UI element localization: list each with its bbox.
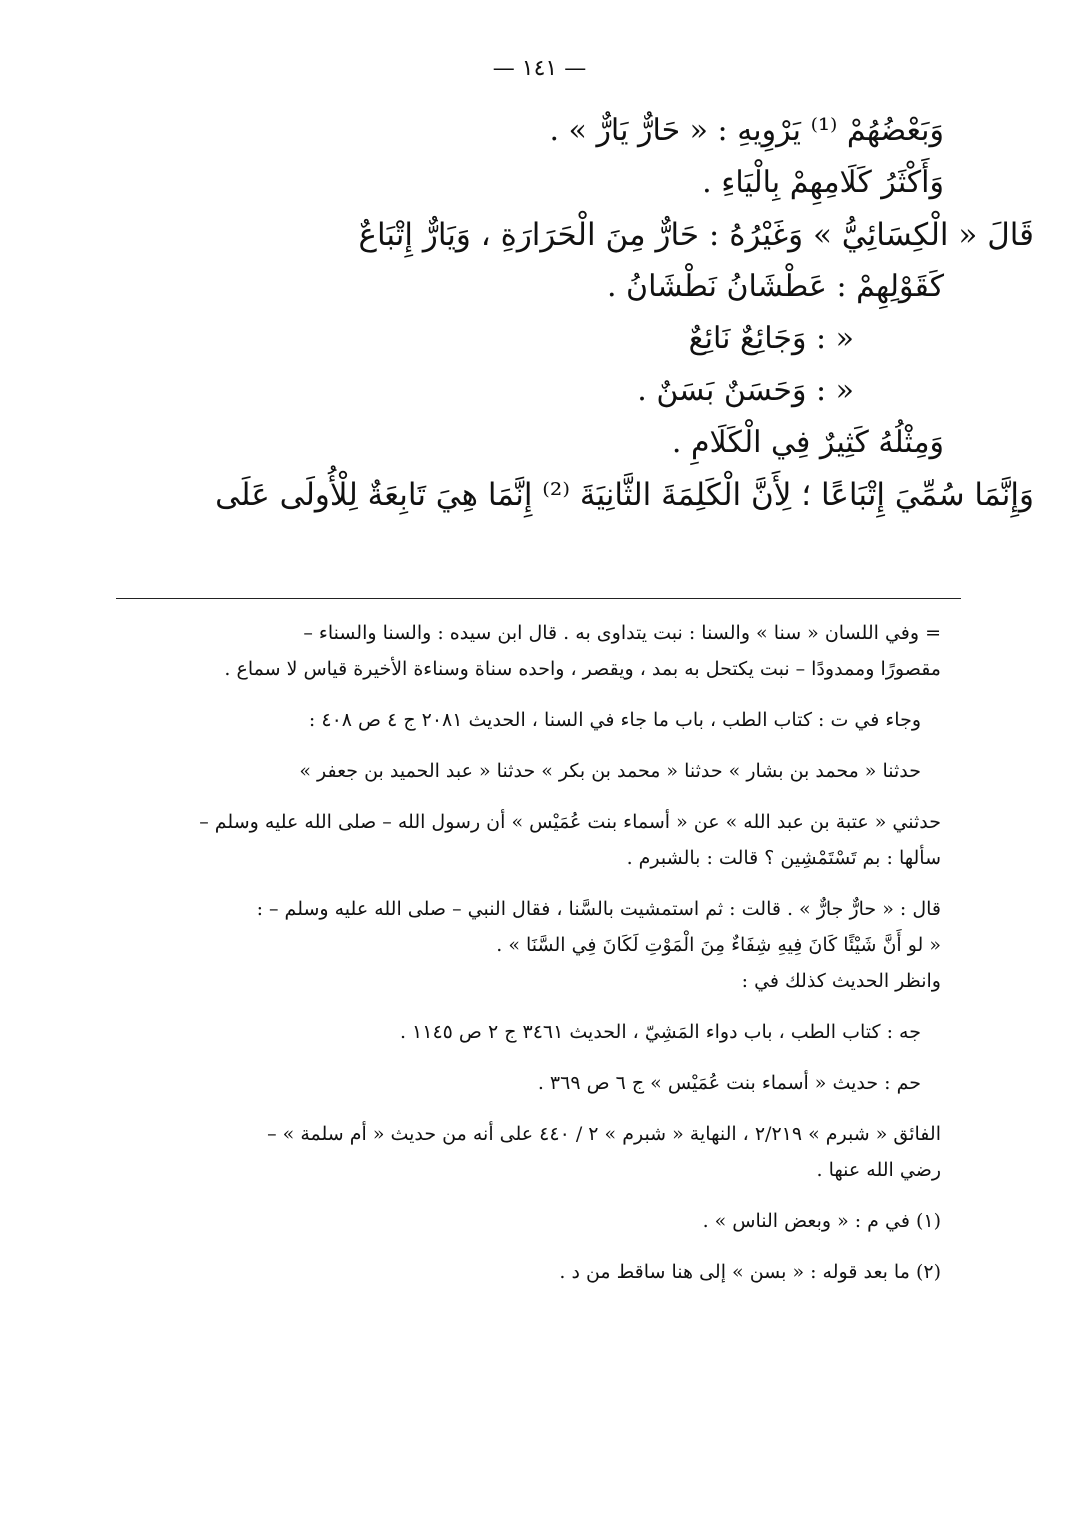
footnote-line: وانظر الحديث كذلك في : (741, 970, 941, 992)
footnote-line: حدثنا « محمد بن بشار » حدثنا « محمد بن بكر » حدثنا « عبد الحميد بن جعفر » (299, 760, 921, 782)
footnote-line: جه : كتاب الطب ، باب دواء المَشِيّ ، الحديث ٣٤٦١ ج ٢ ص ١١٤٥ . (399, 1021, 921, 1043)
footnote-1: (١) في م : « وبعض الناس » . (702, 1210, 941, 1232)
footnote-line: = وفي اللسان « سنا » والسنا : نبت يتداوى به . قال ابن سيده : والسنا والسناء – (303, 622, 941, 644)
footnote-line: مقصورًا وممدودًا – نبت يكتحل به بمد ، ويقصر ، واحده سناة وسناءة الأخيرة قياس لا سماع . (224, 658, 941, 680)
footnote-2: (٢) ما بعد قوله : « بسن » إلى هنا ساقط من د . (559, 1261, 941, 1283)
main-line: قَالَ « الْكِسَائِيُّ » وَغَيْرُهُ : حَارٌّ مِنَ الْحَرَارَةِ ، وَيَارٌّ إِتْبَاعٌ (358, 217, 1034, 253)
footnote-line: سألها : بم تَسْتَمْشِين ؟ قالت : بالشبرم . (626, 847, 941, 869)
footnote-line: حم : حديث « أسماء بنت عُمَيْس » ج ٦ ص ٣٦٩ . (537, 1072, 921, 1094)
main-line: وَبَعْضُهُمْ ⁽¹⁾ يَرْوِيهِ : « حَارٌّ يَارٌّ » . (549, 113, 944, 148)
main-text-block (124, 112, 1034, 528)
page-number: — ١٤١ — (492, 56, 587, 81)
main-line: وَأَكْثَرُ كَلَامِهِمْ بِالْيَاءِ . (702, 165, 944, 200)
footnote-line: الفائق « شبرم » ٢/٢١٩ ، النهاية « شبرم » ٢ / ٤٤٠ على أنه من حديث « أم سلمة » – (267, 1123, 941, 1145)
footnote-divider (116, 598, 961, 599)
footnote-line: « لو أَنَّ شَيْئًا كَانَ فِيهِ شِفَاءٌ مِنَ الْمَوْتِ لَكَانَ فِي السَّنَا » . (496, 934, 941, 956)
footnote-line: قال : « حارٌّ جارٌّ » . قالت : ثم استمشيت بالسَّنا ، فقال النبي – صلى الله عليه وسلم – : (256, 898, 941, 920)
main-line: كَقَوْلِهِمْ : عَطْشَانُ نَطْشَانُ . (606, 269, 944, 304)
footnote-line: رضي الله عنها . (816, 1159, 941, 1181)
footnote-line: حدثني « عتبة بن عبد الله » عن « أسماء بنت عُمَيْس » أن رسول الله – صلى الله عليه وسلم – (199, 811, 941, 833)
main-line: « : وَحَسَنٌ بَسَنٌ . (637, 373, 854, 408)
footnote-line: وجاء في ت : كتاب الطب ، باب ما جاء في السنا ، الحديث ٢٠٨١ ج ٤ ص ٤٠٨ : (308, 709, 921, 731)
main-line: وَمِثْلُهُ كَثِيرٌ فِي الْكَلَامِ . (671, 425, 944, 460)
main-line: وَإِنَّمَا سُمِّيَ إِتْبَاعًا ؛ لِأَنَّ الْكَلِمَةَ الثَّانِيَةَ ⁽²⁾ إِنَّمَا هِيَ تَابِعَةٌ لِلْأُولَى عَلَى (215, 477, 1034, 513)
main-line: « : وَجَائِعٌ نَائِعٌ (688, 321, 854, 356)
footnotes-block (121, 620, 941, 1310)
